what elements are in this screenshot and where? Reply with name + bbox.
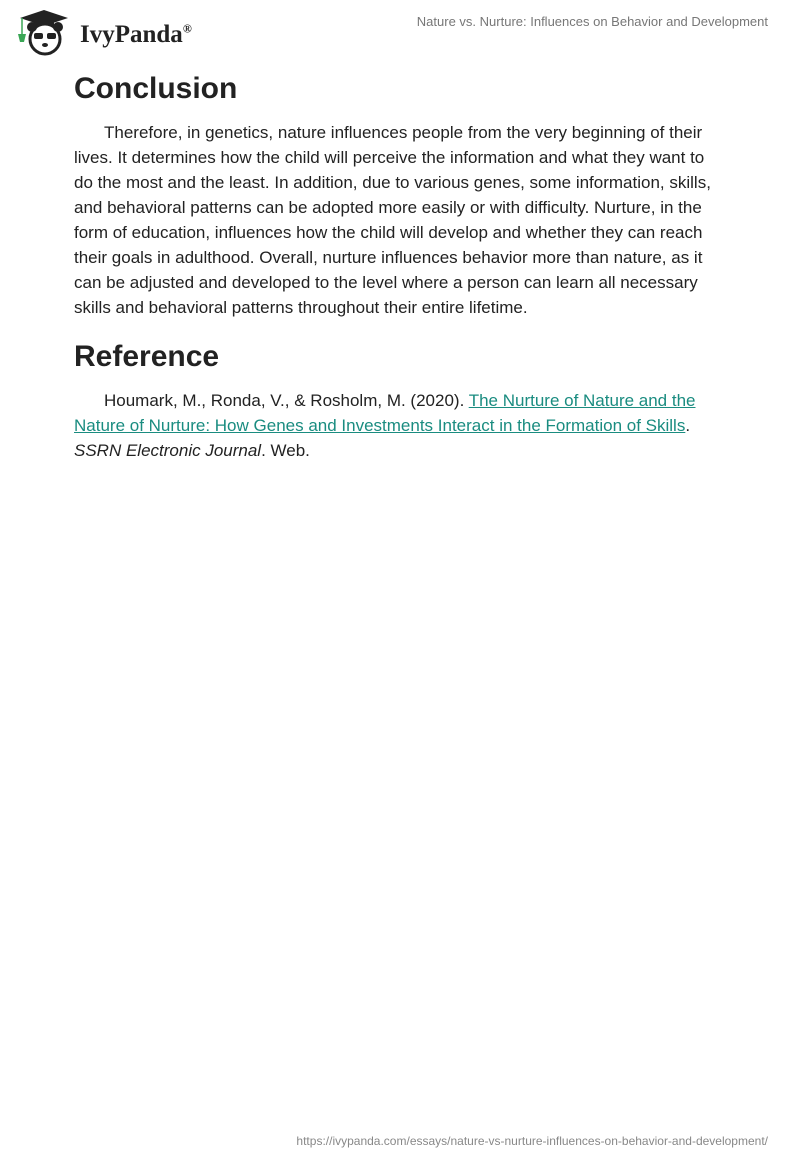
- citation-authors: Houmark, M., Ronda, V., & Rosholm, M. (2020).: [104, 391, 469, 410]
- reference-citation: [74, 388, 726, 463]
- conclusion-heading: Conclusion: [74, 72, 238, 105]
- footer-url[interactable]: https://ivypanda.com/essays/nature-vs-nurture-influences-on-behavior-and-development/: [296, 1134, 768, 1148]
- document-title: Nature vs. Nurture: Influences on Behavior and Development: [416, 14, 768, 29]
- citation-punct: .: [685, 416, 691, 435]
- reference-heading: Reference: [74, 340, 220, 373]
- panda-graduate-icon: [14, 8, 78, 56]
- ivypanda-logo[interactable]: [14, 8, 192, 56]
- registered-mark: ®: [182, 21, 192, 36]
- citation-link[interactable]: The Nurture of Nature and the Nature of Nurture: How Genes and Investments Interact in the Formation of Skills: [74, 391, 696, 435]
- logo-text: IvyPanda: [80, 21, 183, 48]
- citation-suffix: . Web.: [261, 441, 310, 460]
- conclusion-paragraph: Therefore, in genetics, nature influences people from the very beginning of their lives. It determines how the child will perceive the information and what they want to do the most and the least. In addition, due to various genes, some information, skills, and behavioral patterns can be adopted more easily or with difficulty. Nurture, in the form of education, influences how the child will develop and whether they can reach their goals in adulthood. Overall, nurture influences behavior more than nature, as it can be adjusted and developed to the level where a person can learn all necessary skills and behavioral patterns throughout their entire lifetime.: [74, 123, 711, 317]
- citation-journal: SSRN Electronic Journal: [74, 441, 262, 460]
- essay-content: [74, 72, 726, 483]
